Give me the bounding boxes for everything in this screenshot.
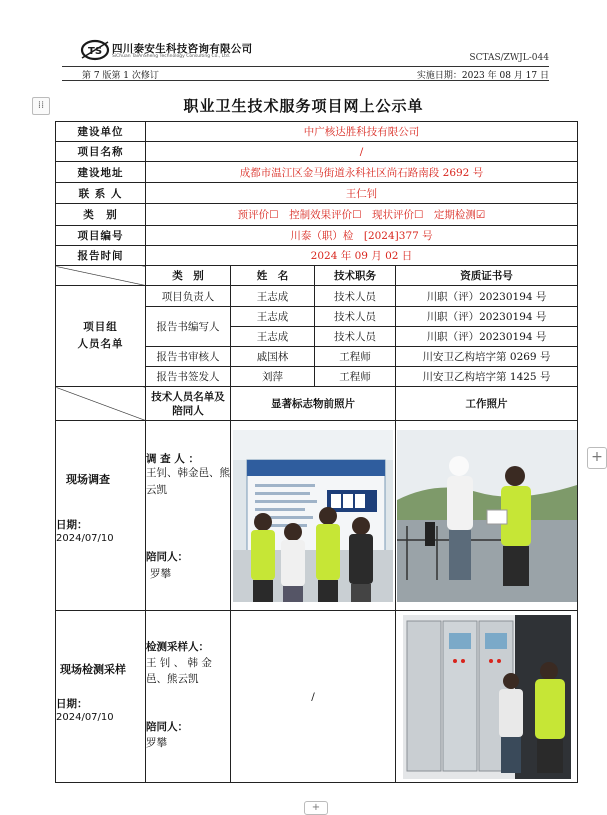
team-row-cert: 川职（评）20230194 号 [396,286,578,307]
survey-staff: 王钊、韩金邑、熊云凯 [146,467,230,496]
landmark-photo [233,430,393,602]
sampling-date: 2024/07/10 [56,712,114,723]
team-row-cert: 川安卫乙构培字第 1425 号 [396,367,578,387]
sampling-cell [56,611,146,783]
survey-label: 现场调查 [66,473,110,486]
team-row-cert: 川职（评）20230194 号 [396,327,578,347]
doc-code: SCTAS/ZWJL-044 [469,53,549,63]
unit-value: 中广核达胜科技有限公司 [146,122,578,142]
survey-staff-cell [146,421,231,611]
team-header-corner [56,266,146,286]
add-row-button[interactable]: + [304,801,328,815]
table-move-handle-icon[interactable]: ⁞⁞ [32,97,50,115]
team-row-role: 报告书签发人 [146,367,231,387]
team-row-role: 报告书审核人 [146,347,231,367]
survey-landmark-photo-cell [231,421,396,611]
page-title: 职业卫生技术服务项目网上公示单 [183,97,424,115]
contact-label: 联 系 人 [56,183,146,204]
project-name-label: 项目名称 [56,142,146,162]
project-name-value: / [146,142,578,162]
team-row-cert: 川职（评）20230194 号 [396,307,578,327]
sampling-work-photo-cell [396,611,578,783]
team-col-title: 技术职务 [315,266,396,286]
svg-text:TS: TS [88,46,103,57]
team-row-name: 王志成 [231,286,315,307]
address-value: 成都市温江区金马街道永科社区尚石路南段 2692 号 [146,162,578,183]
header-rule [62,80,549,81]
team-col-name: 姓 名 [231,266,315,286]
survey-cell [56,421,146,611]
survey-companion-label: 陪同人： [146,551,188,563]
team-row-title: 技术人员 [315,286,396,307]
report-date-value: 2024 年 09 月 02 日 [146,246,578,266]
category-value: 预评价☐ 控制效果评价☐ 现状评价☐ 定期检测☑ [146,204,578,226]
sampling-staff-label: 检测采样人： [146,641,209,653]
category-label: 类 别 [56,204,146,226]
team-row-name: 戚国林 [231,347,315,367]
team-row-role: 报告书编写人 [146,307,231,347]
effective-date: 实施日期：2023 年 08 月 17 日 [416,71,549,81]
team-row-title: 技术人员 [315,327,396,347]
company-logo-icon [80,38,110,62]
unit-label: 建设单位 [56,122,146,142]
team-row-cert: 川安卫乙构培字第 0269 号 [396,347,578,367]
survey-staff-label: 调 查 人 ： [146,453,199,465]
project-number-label: 项目编号 [56,226,146,246]
team-row-name: 刘萍 [231,367,315,387]
survey-work-photo [397,430,577,602]
team-row-title: 工程师 [315,367,396,387]
header-rule [62,66,549,67]
contact-value: 王仁钊 [146,183,578,204]
company-name: 四川泰安生科技咨询有限公司 [112,43,253,55]
sampling-landmark-photo-cell: / [231,611,396,783]
sampling-companion-label: 陪同人： [146,721,188,733]
disclosure-table [55,121,578,783]
revision-note: 第 7 版第 1 次修订 [82,71,159,81]
report-date-label: 报告时间 [56,246,146,266]
sampling-date-label: 日期： [56,698,88,710]
photos-col-work: 工作照片 [396,387,578,421]
team-col-category: 类 别 [146,266,231,286]
team-row-name: 王志成 [231,327,315,347]
project-number-value: 川泰（职）检 [2024]377 号 [146,226,578,246]
survey-work-photo-cell [396,421,578,611]
address-label: 建设地址 [56,162,146,183]
team-row-name: 王志成 [231,307,315,327]
sampling-companion: 罗攀 [146,737,167,749]
survey-date: 2024/07/10 [56,533,114,544]
sampling-staff-cell [146,611,231,783]
sampling-label: 现场检测采样 [60,663,126,676]
sampling-staff: 王 钊 、 韩 金 邑、熊云凯 [146,657,212,685]
add-column-button[interactable]: + [587,447,607,469]
team-row-title: 工程师 [315,347,396,367]
company-name-en: SiChuan TaiAnSheng Technology Consulting Co., Ltd. [112,54,231,59]
team-col-cert: 资质证书号 [396,266,578,286]
photos-header-corner [56,387,146,421]
photos-col-staff: 技术人员名单及陪同人 [146,387,231,421]
team-group-label: 项目组 人员名单 [56,286,146,387]
team-row-title: 技术人员 [315,307,396,327]
team-row-role: 项目负责人 [146,286,231,307]
survey-companion: 罗攀 [150,568,171,580]
photos-col-landmark: 显著标志物前照片 [231,387,396,421]
survey-date-label: 日期： [56,519,88,531]
sampling-work-photo [403,615,571,779]
